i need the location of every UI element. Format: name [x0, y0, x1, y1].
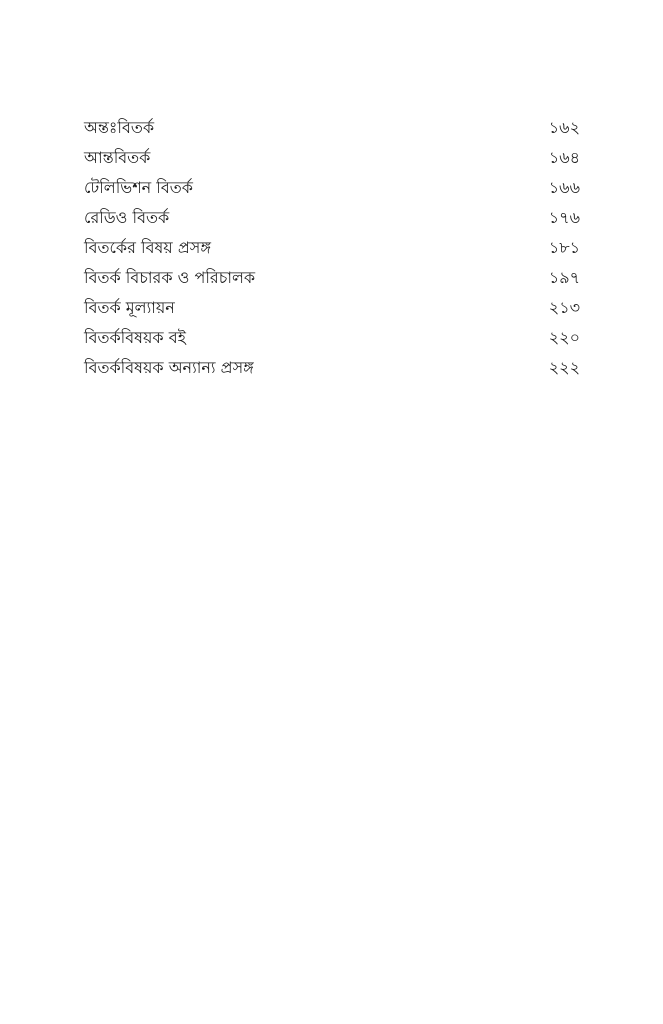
toc-entry-title: বিতর্কবিষয়ক অন্যান্য প্রসঙ্গ	[84, 358, 254, 377]
toc-entry-title: বিতর্কের বিষয় প্রসঙ্গ	[84, 238, 211, 257]
toc-entry	[84, 323, 580, 353]
toc-entry-title: বিতর্ক বিচারক ও পরিচালক	[84, 268, 256, 287]
table-of-contents	[84, 113, 580, 383]
toc-entry-title: আন্তবিতর্ক	[84, 148, 151, 167]
toc-entry-title: অন্তঃবিতর্ক	[84, 118, 155, 137]
toc-entry	[84, 143, 580, 173]
toc-entry-title: রেডিও বিতর্ক	[84, 208, 170, 227]
toc-entry-page: ২২২	[548, 358, 580, 377]
toc-entry	[84, 173, 580, 203]
toc-entry	[84, 233, 580, 263]
toc-entry-page: ১৬২	[548, 118, 580, 137]
toc-entry	[84, 113, 580, 143]
toc-entry	[84, 203, 580, 233]
toc-entry-title: টেলিভিশন বিতর্ক	[84, 178, 193, 197]
toc-entry	[84, 293, 580, 323]
toc-entry-page: ১৮১	[548, 238, 580, 257]
toc-entry-page: ১৬৪	[548, 148, 580, 167]
toc-entry-page: ২১৩	[548, 298, 580, 317]
toc-entry	[84, 263, 580, 293]
toc-entry-title: বিতর্ক মূল্যায়ন	[84, 298, 175, 317]
toc-entry-page: ১৬৬	[548, 178, 580, 197]
toc-entry	[84, 353, 580, 383]
toc-entry-page: ২২০	[548, 328, 580, 347]
toc-entry-title: বিতর্কবিষয়ক বই	[84, 328, 186, 347]
toc-entry-page: ১৯৭	[548, 268, 580, 287]
toc-entry-page: ১৭৬	[548, 208, 580, 227]
